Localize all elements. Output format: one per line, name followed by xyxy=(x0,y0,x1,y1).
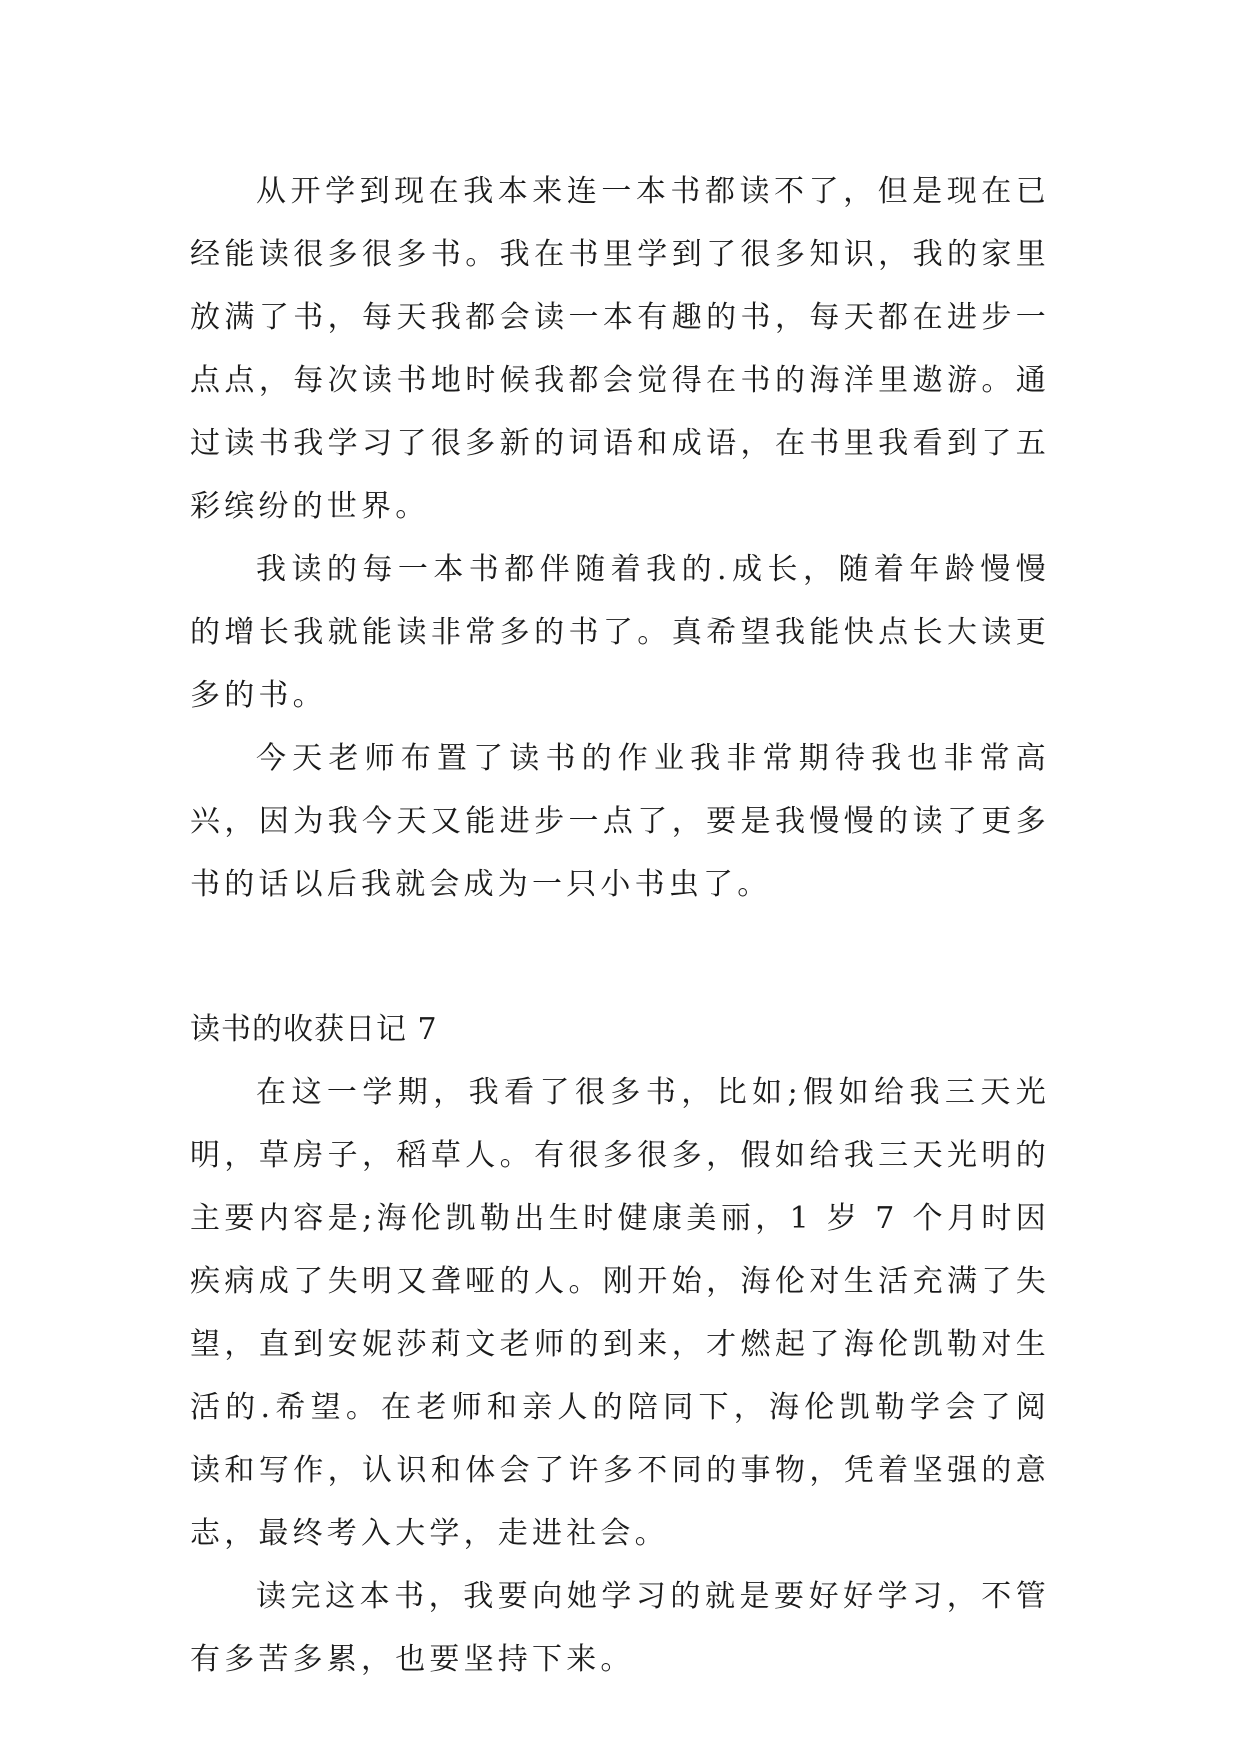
section-spacer xyxy=(190,916,1050,998)
body-paragraph: 读完这本书，我要向她学习的就是要好好学习，不管有多苦多累，也要坚持下来。 xyxy=(190,1579,1050,1677)
body-paragraph: 今天老师布置了读书的作业我非常期待我也非常高兴，因为我今天又能进步一点了，要是我慢慢的读了更多书的话以后我就会成为一只小书虫了。 xyxy=(190,741,1050,902)
body-paragraph: 我读的每一本书都伴随着我的.成长，随着年龄慢慢的增长我就能读非常多的书了。真希望我能快点长大读更多的书。 xyxy=(190,552,1050,713)
section-title: 读书的收获日记 7 xyxy=(190,1012,438,1047)
document-body xyxy=(190,160,1050,1691)
body-paragraph: 从开学到现在我本来连一本书都读不了，但是现在已经能读很多很多书。我在书里学到了很多知识，我的家里放满了书，每天我都会读一本有趣的书，每天都在进步一点点，每次读书地时候我都会觉得在书的海洋里遨游。通过读书我学习了很多新的词语和成语，在书里我看到了五彩缤纷的世界。 xyxy=(190,174,1050,524)
body-paragraph: 在这一学期，我看了很多书，比如;假如给我三天光明，草房子，稻草人。有很多很多，假如给我三天光明的主要内容是;海伦凯勒出生时健康美丽，1 岁 7 个月时因疾病成了失明又聋哑的人。刚开始，海伦对生活充满了失望，直到安妮莎莉文老师的到来，才燃起了海伦凯勒对生活的.希望。在老师和亲人的陪同下，海伦凯勒学会了阅读和写作，认识和体会了许多不同的事物，凭着坚强的意志，最终考入大学，走进社会。 xyxy=(190,1075,1050,1551)
